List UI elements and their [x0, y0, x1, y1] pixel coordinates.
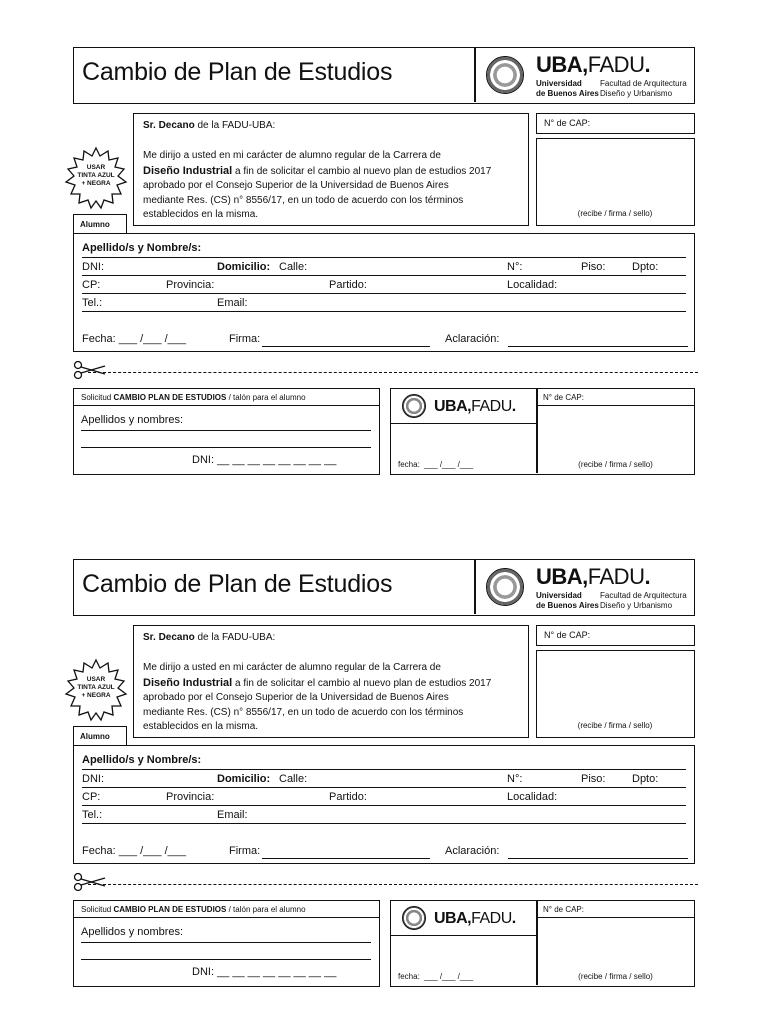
cp-label: CP:	[82, 279, 101, 291]
email-label: Email:	[217, 297, 248, 309]
ink-notice: USAR TINTA AZUL + NEGRA	[77, 676, 115, 699]
provincia-label: Provincia:	[166, 791, 215, 803]
names-line[interactable]	[82, 257, 686, 258]
stub-names-line[interactable]	[81, 942, 371, 943]
ink-notice: USAR TINTA AZUL + NEGRA	[77, 164, 115, 187]
calle-label: Calle:	[279, 773, 308, 785]
page-title: Cambio de Plan de Estudios	[82, 58, 393, 86]
stub-logo: UBA,FADU.	[434, 398, 516, 415]
tel-label: Tel.:	[82, 809, 103, 821]
alumno-tab: Alumno	[73, 726, 127, 746]
cp-label: CP:	[82, 791, 101, 803]
contact-line[interactable]	[82, 311, 686, 312]
dni-label: DNI:	[82, 261, 104, 273]
page-title: Cambio de Plan de Estudios	[82, 570, 393, 598]
header-box	[73, 47, 695, 104]
university-seal-icon	[486, 56, 524, 94]
stub-fecha-field[interactable]: fecha: ___ /___ /___	[398, 460, 474, 469]
scissors-icon	[73, 872, 107, 892]
firma-label: Firma:	[229, 333, 261, 345]
career-name: Diseño Industrial	[143, 676, 233, 689]
decano-line: Sr. Decano de la FADU-UBA:	[143, 632, 276, 643]
stub-receipt-label: (recibe / firma / sello)	[578, 972, 653, 981]
aclaracion-line[interactable]	[508, 346, 688, 347]
stub-names-label: Apellidos y nombres:	[81, 926, 184, 938]
letter-box	[133, 625, 529, 738]
address-line[interactable]	[82, 275, 686, 276]
tel-label: Tel.:	[82, 297, 103, 309]
address-line[interactable]	[82, 787, 686, 788]
calle-label: Calle:	[279, 261, 308, 273]
receipt-box[interactable]: (recibe / firma / sello)	[536, 138, 695, 226]
small-seal-icon	[402, 394, 426, 418]
piso-label: Piso:	[581, 261, 606, 273]
small-seal-icon	[402, 906, 426, 930]
stub-fecha-field[interactable]: fecha: ___ /___ /___	[398, 972, 474, 981]
location-line[interactable]	[82, 293, 686, 294]
cut-line	[88, 884, 698, 885]
fecha-field[interactable]: Fecha: ___ /___ /___	[82, 333, 186, 345]
stub-names-label: Apellidos y nombres:	[81, 414, 184, 426]
email-label: Email:	[217, 809, 248, 821]
cut-line	[88, 372, 698, 373]
partido-label: Partido:	[329, 279, 367, 291]
firma-line[interactable]	[262, 858, 430, 859]
numero-label: N°:	[507, 773, 523, 785]
student-fields-box	[73, 233, 695, 352]
piso-label: Piso:	[581, 773, 606, 785]
cap-number-box[interactable]: N° de CAP:	[536, 625, 695, 646]
fecha-field[interactable]: Fecha: ___ /___ /___	[82, 845, 186, 857]
stub-dni-field[interactable]: DNI: __ __ __ __ __ __ __ __	[192, 966, 337, 978]
numero-label: N°:	[507, 261, 523, 273]
aclaracion-label: Aclaración:	[445, 333, 500, 345]
partido-label: Partido:	[329, 791, 367, 803]
firma-line[interactable]	[262, 346, 430, 347]
stub-receipt-box	[390, 388, 695, 475]
career-name: Diseño Industrial	[143, 164, 233, 177]
stub-receipt-box	[390, 900, 695, 987]
aclaracion-line[interactable]	[508, 858, 688, 859]
stub-names-line-2[interactable]	[81, 447, 371, 448]
stub-cap-label: N° de CAP:	[543, 905, 584, 914]
student-fields-box	[73, 745, 695, 864]
names-line[interactable]	[82, 769, 686, 770]
stub-box	[73, 900, 380, 987]
stub-dni-field[interactable]: DNI: __ __ __ __ __ __ __ __	[192, 454, 337, 466]
stub-box	[73, 388, 380, 475]
domicilio-label: Domicilio:	[217, 773, 271, 785]
dpto-label: Dpto:	[632, 261, 659, 273]
alumno-tab: Alumno	[73, 214, 127, 234]
dpto-label: Dpto:	[632, 773, 659, 785]
localidad-label: Localidad:	[507, 791, 558, 803]
scissors-icon	[73, 360, 107, 380]
stub-cap-label: N° de CAP:	[543, 393, 584, 402]
stub-names-line-2[interactable]	[81, 959, 371, 960]
university-seal-icon	[486, 568, 524, 606]
header-box	[73, 559, 695, 616]
uba-fadu-logo: UBA,FADU. Universidad de Buenos Aires Facultad de Arquitectura Diseño y Urbanismo	[476, 560, 692, 614]
firma-label: Firma:	[229, 845, 261, 857]
cap-number-box[interactable]: N° de CAP:	[536, 113, 695, 134]
stub-header: Solicitud CAMBIO PLAN DE ESTUDIOS / talón para el alumno	[81, 393, 306, 402]
decano-line: Sr. Decano de la FADU-UBA:	[143, 120, 276, 131]
aclaracion-label: Aclaración:	[445, 845, 500, 857]
contact-line[interactable]	[82, 823, 686, 824]
domicilio-label: Domicilio:	[217, 261, 271, 273]
letter-body: Me dirijo a usted en mi carácter de alumno regular de la Carrera de Diseño Industrial a fin de solicitar el cambio al nuevo plan de estudios 2017 aprobado por el Consejo Superior de la Universidad de Buenos Aires mediante Res. (CS) n° 8556/17, en un todo de acuerdo con los términos establecidos en la misma.	[143, 662, 492, 732]
names-label: Apellido/s y Nombre/s:	[82, 242, 202, 254]
dni-label: DNI:	[82, 773, 104, 785]
letter-body: Me dirijo a usted en mi carácter de alumno regular de la Carrera de Diseño Industrial a fin de solicitar el cambio al nuevo plan de estudios 2017 aprobado por el Consejo Superior de la Universidad de Buenos Aires mediante Res. (CS) n° 8556/17, en un todo de acuerdo con los términos establecidos en la misma.	[143, 150, 492, 220]
receipt-box[interactable]: (recibe / firma / sello)	[536, 650, 695, 738]
stub-receipt-label: (recibe / firma / sello)	[578, 460, 653, 469]
stub-names-line[interactable]	[81, 430, 371, 431]
uba-fadu-logo: UBA,FADU. Universidad de Buenos Aires Facultad de Arquitectura Diseño y Urbanismo	[476, 48, 692, 102]
stub-logo: UBA,FADU.	[434, 910, 516, 927]
provincia-label: Provincia:	[166, 279, 215, 291]
stub-header: Solicitud CAMBIO PLAN DE ESTUDIOS / talón para el alumno	[81, 905, 306, 914]
names-label: Apellido/s y Nombre/s:	[82, 754, 202, 766]
letter-box	[133, 113, 529, 226]
location-line[interactable]	[82, 805, 686, 806]
form-copy	[0, 512, 768, 1024]
localidad-label: Localidad:	[507, 279, 558, 291]
